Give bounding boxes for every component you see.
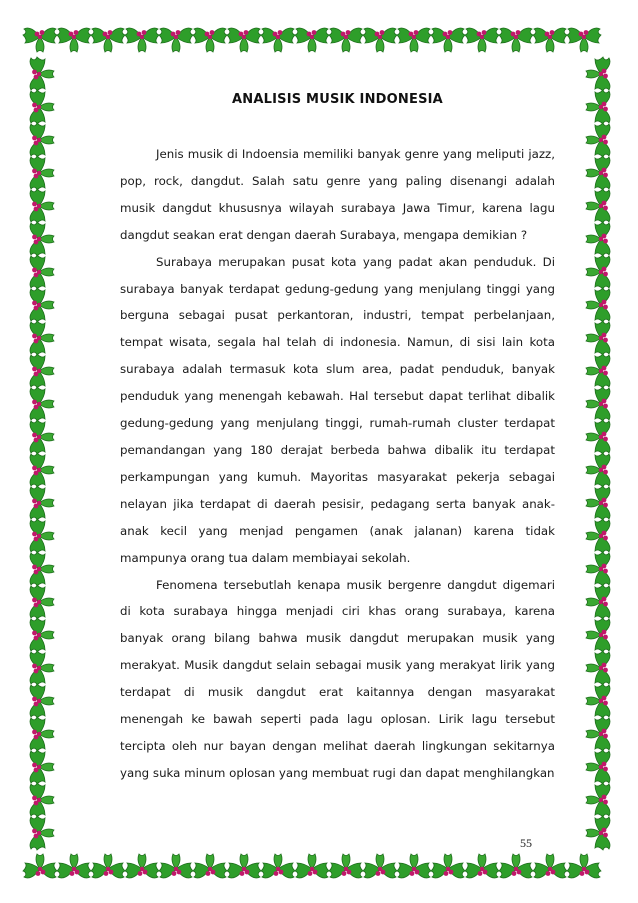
- holly-leaf-icon: [586, 321, 610, 355]
- holly-leaf-icon: [30, 222, 54, 256]
- holly-leaf-icon: [465, 854, 499, 878]
- holly-leaf-icon: [125, 854, 159, 878]
- holly-leaf-icon: [30, 783, 54, 817]
- paragraph: Fenomena tersebutlah kenapa musik bergenre dangdut digemari di kota surabaya hingga menjadi ciri khas orang surabaya, karena banyak orang bilang bahwa musik dangdut merupakan musik yang merakyat. Musik dangdut selain sebagai musik yang merakyat lirik yang terdapat di musik dangdut erat kaitannya dengan masyarakat menengah ke bawah seperti pada lagu oplosan. Lirik lagu tersebut tercipta oleh nur bayan dengan melihat daerah lingkungan sekitarnya yang suka minum oplosan yang membuat rugi dan dapat menghilangkan: [120, 577, 555, 780]
- holly-leaf-icon: [30, 453, 54, 487]
- holly-leaf-icon: [91, 854, 125, 878]
- holly-leaf-icon: [295, 28, 329, 52]
- holly-leaf-icon: [30, 90, 54, 124]
- page-number: 55: [520, 836, 532, 850]
- holly-leaf-icon: [586, 123, 610, 157]
- holly-leaf-icon: [586, 684, 610, 718]
- holly-leaf-icon: [586, 387, 610, 421]
- holly-leaf-icon: [397, 28, 431, 52]
- holly-leaf-icon: [499, 28, 533, 52]
- holly-leaf-icon: [499, 854, 533, 878]
- holly-leaf-icon: [30, 585, 54, 619]
- holly-leaf-icon: [193, 28, 227, 52]
- holly-leaf-icon: [363, 28, 397, 52]
- holly-leaf-icon: [30, 519, 54, 553]
- holly-leaf-icon: [193, 854, 227, 878]
- holly-leaf-icon: [30, 387, 54, 421]
- holly-leaf-icon: [586, 90, 610, 124]
- holly-leaf-icon: [57, 854, 91, 878]
- holly-leaf-icon: [30, 123, 54, 157]
- holly-leaf-icon: [57, 28, 91, 52]
- holly-leaf-icon: [586, 816, 610, 850]
- holly-leaf-icon: [567, 854, 601, 878]
- holly-leaf-icon: [431, 28, 465, 52]
- holly-leaf-icon: [30, 156, 54, 190]
- holly-leaf-icon: [586, 552, 610, 586]
- holly-leaf-icon: [261, 28, 295, 52]
- holly-leaf-icon: [431, 854, 465, 878]
- holly-leaf-icon: [30, 321, 54, 355]
- holly-leaf-icon: [30, 354, 54, 388]
- holly-leaf-icon: [586, 255, 610, 289]
- holly-leaf-icon: [329, 28, 363, 52]
- paragraph: Surabaya merupakan pusat kota yang padat akan penduduk. Di surabaya banyak terdapat gedung-gedung yang menjulang tinggi yang berguna sebagai pusat perkantoran, industri, tempat perbelanjaan, tempat wisata, segala hal telah di indonesia. Namun, di sisi lain kota surabaya adalah termasuk kota slum area, padat penduduk, banyak penduduk yang menengah kebawah. Hal tersebut dapat terlihat dibalik gedung-gedung yang menjulang tinggi, rumah-rumah cluster terdapat pemandangan yang 180 derajat berbeda bahwa dibalik itu terdapat perkampungan yang kumuh. Mayoritas masyarakat pekerja sebagai nelayan jika terdapat di daerah pesisir, pedagang serta banyak anak-anak kecil yang menjad pengamen (anak jalanan) karena tidak mampunya orang tua dalam membiayai sekolah.: [120, 254, 555, 565]
- holly-leaf-icon: [586, 717, 610, 751]
- holly-leaf-icon: [23, 854, 57, 878]
- holly-leaf-icon: [91, 28, 125, 52]
- holly-leaf-icon: [533, 854, 567, 878]
- holly-leaf-icon: [227, 28, 261, 52]
- holly-leaf-icon: [30, 486, 54, 520]
- holly-leaf-icon: [295, 854, 329, 878]
- holly-leaf-icon: [30, 288, 54, 322]
- holly-leaf-icon: [586, 288, 610, 322]
- holly-leaf-icon: [125, 28, 159, 52]
- holly-leaf-icon: [30, 552, 54, 586]
- holly-leaf-icon: [586, 453, 610, 487]
- holly-leaf-icon: [30, 651, 54, 685]
- holly-leaf-icon: [586, 750, 610, 784]
- holly-leaf-icon: [465, 28, 499, 52]
- holly-leaf-icon: [30, 750, 54, 784]
- holly-leaf-icon: [586, 354, 610, 388]
- holly-leaf-icon: [586, 57, 610, 91]
- holly-leaf-icon: [586, 222, 610, 256]
- body-text: [120, 141, 555, 787]
- holly-leaf-icon: [30, 618, 54, 652]
- holly-leaf-icon: [30, 255, 54, 289]
- holly-leaf-icon: [30, 816, 54, 850]
- holly-leaf-icon: [586, 189, 610, 223]
- holly-leaf-icon: [159, 854, 193, 878]
- holly-leaf-icon: [30, 57, 54, 91]
- paragraph: Jenis musik di Indoensia memiliki banyak genre yang meliputi jazz, pop, rock, dangdut. Salah satu genre yang paling disenangi adalah musik dangdut khususnya wilayah surabaya Jawa Timur, karena lagu dangdut seakan erat dengan daerah Surabaya, mengapa demikian ?: [120, 147, 555, 242]
- holly-leaf-icon: [586, 783, 610, 817]
- holly-leaf-icon: [261, 854, 295, 878]
- holly-leaf-icon: [227, 854, 261, 878]
- page-title: ANALISIS MUSIK INDONESIA: [232, 92, 443, 107]
- holly-leaf-icon: [30, 717, 54, 751]
- holly-leaf-icon: [159, 28, 193, 52]
- holly-leaf-icon: [586, 618, 610, 652]
- holly-leaf-icon: [30, 420, 54, 454]
- holly-leaf-icon: [533, 28, 567, 52]
- holly-leaf-icon: [23, 28, 57, 52]
- holly-leaf-icon: [30, 189, 54, 223]
- holly-leaf-icon: [329, 854, 363, 878]
- holly-leaf-icon: [30, 684, 54, 718]
- holly-leaf-icon: [586, 519, 610, 553]
- holly-leaf-icon: [363, 854, 397, 878]
- holly-leaf-icon: [586, 156, 610, 190]
- holly-leaf-icon: [586, 420, 610, 454]
- holly-leaf-icon: [397, 854, 431, 878]
- holly-leaf-icon: [586, 486, 610, 520]
- holly-leaf-icon: [586, 585, 610, 619]
- holly-leaf-icon: [567, 28, 601, 52]
- holly-leaf-icon: [586, 651, 610, 685]
